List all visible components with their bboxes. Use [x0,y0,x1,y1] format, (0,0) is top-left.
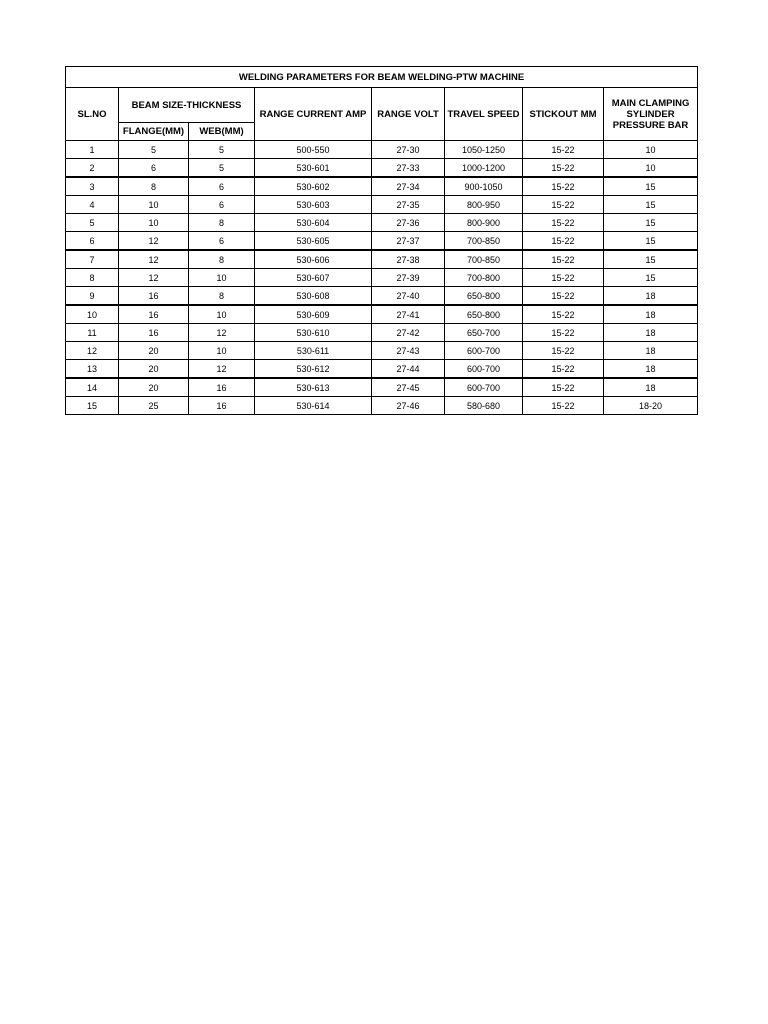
header-flange: FLANGE(MM) [119,123,189,141]
cell-travel-speed: 650-700 [445,324,523,342]
cell-stickout: 15-22 [523,159,604,178]
table-row [66,250,698,269]
table-row [66,342,698,360]
cell-web: 8 [189,250,255,269]
table-row [66,232,698,251]
cell-clamping-pressure: 18 [604,342,698,360]
cell-sl-no: 14 [66,378,119,397]
cell-stickout: 15-22 [523,196,604,214]
cell-sl-no: 10 [66,305,119,324]
cell-flange: 25 [119,397,189,415]
cell-clamping-pressure: 15 [604,250,698,269]
cell-sl-no: 9 [66,287,119,306]
cell-range-current: 530-608 [255,287,372,306]
cell-stickout: 15-22 [523,342,604,360]
cell-clamping-pressure: 15 [604,196,698,214]
cell-sl-no: 2 [66,159,119,178]
cell-stickout: 15-22 [523,397,604,415]
cell-web: 5 [189,159,255,178]
table-row [66,360,698,379]
cell-clamping-pressure: 18 [604,305,698,324]
cell-range-volt: 27-44 [372,360,445,379]
cell-web: 10 [189,342,255,360]
cell-sl-no: 8 [66,269,119,287]
cell-travel-speed: 600-700 [445,360,523,379]
header-clamping-pressure: MAIN CLAMPING SYLINDER PRESSURE BAR [604,88,698,141]
cell-sl-no: 11 [66,324,119,342]
cell-travel-speed: 900-1050 [445,177,523,196]
cell-travel-speed: 1050-1250 [445,141,523,159]
cell-sl-no: 5 [66,214,119,232]
cell-travel-speed: 1000-1200 [445,159,523,178]
cell-web: 6 [189,232,255,251]
cell-travel-speed: 800-900 [445,214,523,232]
table-row [66,397,698,415]
cell-clamping-pressure: 18 [604,324,698,342]
header-web: WEB(MM) [189,123,255,141]
cell-flange: 12 [119,250,189,269]
cell-web: 12 [189,324,255,342]
cell-travel-speed: 650-800 [445,305,523,324]
header-sl-no: SL.NO [66,88,119,141]
cell-web: 10 [189,305,255,324]
cell-range-volt: 27-41 [372,305,445,324]
cell-clamping-pressure: 18 [604,287,698,306]
cell-range-current: 530-610 [255,324,372,342]
cell-stickout: 15-22 [523,232,604,251]
cell-travel-speed: 700-850 [445,250,523,269]
cell-flange: 6 [119,159,189,178]
cell-range-current: 530-605 [255,232,372,251]
cell-web: 5 [189,141,255,159]
cell-stickout: 15-22 [523,214,604,232]
header-beam-size: BEAM SIZE-THICKNESS [119,88,255,123]
cell-range-volt: 27-30 [372,141,445,159]
cell-range-current: 530-611 [255,342,372,360]
header-stickout: STICKOUT MM [523,88,604,141]
cell-range-volt: 27-33 [372,159,445,178]
table-row [66,269,698,287]
cell-range-volt: 27-38 [372,250,445,269]
cell-web: 10 [189,269,255,287]
cell-travel-speed: 800-950 [445,196,523,214]
cell-stickout: 15-22 [523,360,604,379]
cell-clamping-pressure: 15 [604,214,698,232]
cell-flange: 20 [119,378,189,397]
cell-sl-no: 13 [66,360,119,379]
table-row [66,305,698,324]
cell-clamping-pressure: 15 [604,269,698,287]
cell-travel-speed: 600-700 [445,342,523,360]
cell-stickout: 15-22 [523,378,604,397]
cell-range-current: 500-550 [255,141,372,159]
cell-flange: 8 [119,177,189,196]
cell-travel-speed: 700-800 [445,269,523,287]
cell-flange: 20 [119,342,189,360]
cell-sl-no: 3 [66,177,119,196]
table-row [66,287,698,306]
cell-travel-speed: 580-680 [445,397,523,415]
cell-web: 16 [189,397,255,415]
cell-range-volt: 27-40 [372,287,445,306]
cell-web: 8 [189,214,255,232]
cell-clamping-pressure: 18 [604,360,698,379]
cell-travel-speed: 600-700 [445,378,523,397]
cell-range-current: 530-612 [255,360,372,379]
cell-range-current: 530-604 [255,214,372,232]
header-travel-speed: TRAVEL SPEED [445,88,523,141]
cell-flange: 12 [119,232,189,251]
cell-flange: 10 [119,214,189,232]
cell-stickout: 15-22 [523,269,604,287]
table-row [66,141,698,159]
cell-sl-no: 1 [66,141,119,159]
cell-clamping-pressure: 10 [604,141,698,159]
cell-flange: 16 [119,324,189,342]
cell-stickout: 15-22 [523,324,604,342]
cell-range-volt: 27-39 [372,269,445,287]
cell-range-volt: 27-37 [372,232,445,251]
table-row [66,159,698,178]
cell-travel-speed: 650-800 [445,287,523,306]
cell-range-volt: 27-36 [372,214,445,232]
cell-flange: 16 [119,287,189,306]
cell-flange: 5 [119,141,189,159]
cell-sl-no: 6 [66,232,119,251]
cell-range-volt: 27-43 [372,342,445,360]
cell-stickout: 15-22 [523,287,604,306]
cell-web: 6 [189,177,255,196]
cell-stickout: 15-22 [523,250,604,269]
cell-flange: 16 [119,305,189,324]
table-row [66,378,698,397]
cell-sl-no: 4 [66,196,119,214]
cell-range-current: 530-601 [255,159,372,178]
table-body [66,141,698,415]
cell-range-current: 530-607 [255,269,372,287]
cell-web: 8 [189,287,255,306]
table-row [66,196,698,214]
cell-stickout: 15-22 [523,177,604,196]
cell-flange: 20 [119,360,189,379]
cell-range-volt: 27-45 [372,378,445,397]
cell-clamping-pressure: 18 [604,378,698,397]
cell-clamping-pressure: 15 [604,177,698,196]
cell-range-current: 530-603 [255,196,372,214]
cell-web: 12 [189,360,255,379]
cell-sl-no: 7 [66,250,119,269]
table-row [66,324,698,342]
cell-clamping-pressure: 15 [604,232,698,251]
header-range-volt: RANGE VOLT [372,88,445,141]
cell-web: 16 [189,378,255,397]
cell-web: 6 [189,196,255,214]
cell-flange: 12 [119,269,189,287]
cell-travel-speed: 700-850 [445,232,523,251]
cell-range-current: 530-606 [255,250,372,269]
welding-parameters-table [65,66,698,415]
cell-clamping-pressure: 10 [604,159,698,178]
cell-range-current: 530-613 [255,378,372,397]
cell-clamping-pressure: 18-20 [604,397,698,415]
cell-range-volt: 27-35 [372,196,445,214]
cell-range-volt: 27-34 [372,177,445,196]
cell-range-volt: 27-42 [372,324,445,342]
cell-flange: 10 [119,196,189,214]
table-row [66,214,698,232]
cell-range-volt: 27-46 [372,397,445,415]
cell-range-current: 530-609 [255,305,372,324]
cell-range-current: 530-602 [255,177,372,196]
cell-stickout: 15-22 [523,305,604,324]
header-range-current: RANGE CURRENT AMP [255,88,372,141]
table-title: WELDING PARAMETERS FOR BEAM WELDING-PTW MACHINE [66,67,698,88]
cell-sl-no: 15 [66,397,119,415]
table-row [66,177,698,196]
cell-stickout: 15-22 [523,141,604,159]
cell-sl-no: 12 [66,342,119,360]
cell-range-current: 530-614 [255,397,372,415]
